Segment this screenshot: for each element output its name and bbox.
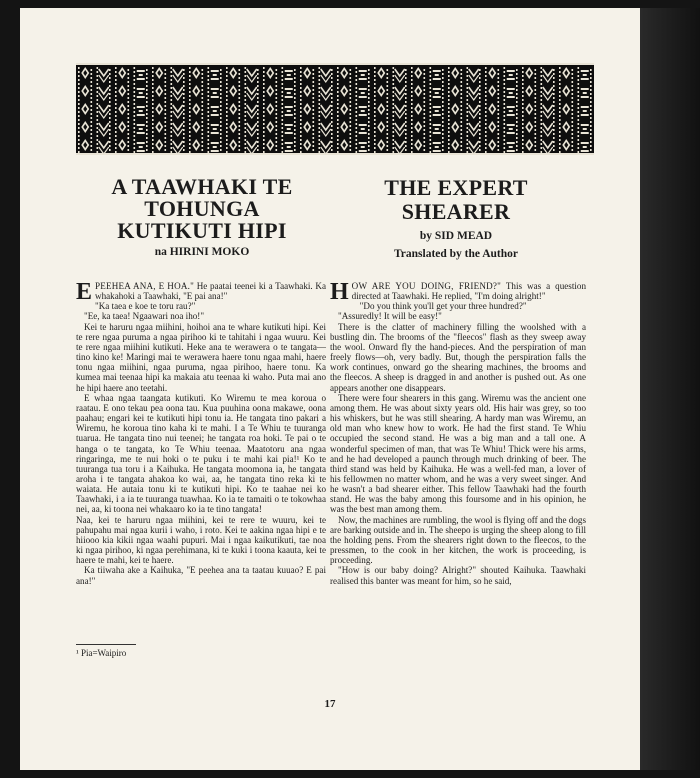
- maori-author: na HIRINI MOKO: [154, 246, 250, 258]
- maori-dropcap: E: [76, 279, 93, 305]
- english-paragraph-4: There is the clatter of machinery filling the woolshed with a bustling din. The brooms of the "fleecos" flash as they sweep away the wool. Onward fly the hand-pieces. And the perspiration of man freely flows—oh, very badly. But, though the perspiration falls the work continues, onward go the shearing machines, the brooms and the fleecos. A sheep is dragged in and another is pushed out. As one appears another one disappears.: [330, 321, 586, 393]
- english-text: [330, 281, 586, 586]
- maori-text: [76, 281, 326, 586]
- maori-paragraph-5: E whaa ngaa taangata kutikuti. Ko Wiremu te mea koroua o raatau. E ono tekau pea oona tau. Kua puuhina oona makawe, oona paahau; engari kei te kutikuti hipi tonu ia. He tangata tino pakari a Wiremu, he koroua tino kaha ki te mahi. I a Te Whiu te tuuranga tuarua. He tangata tino nui teenei; he tangata roa hoki. Te pai o te hanga o te tangata, ko Te Whiu teenaa. Maatotoru ana ngaa ringaringa, me te nui hoki o te puku i te mahi kai pia!¹ Ko te tuuranga tua toru i a Kaihuka. He tangata moomona ia, he tangata aroha i te tangata ahakoa ko wai, aa, he tangata tino reka ki te waiata. He autaia tonu ki te kutikuti hipi. Ko te taahae nei ko Taawhaki, i a ia te tuuranga tuawhaa. Ko ia te tamaiti o te tokowhaa nei, aa, ki toona nei whakaaro ko ia te tino tangata!: [76, 392, 326, 515]
- translated-note: Translated by the Author: [393, 248, 519, 260]
- english-paragraph-2: "Do you think you'll get your three hundred?": [359, 301, 527, 312]
- maori-paragraph-2: "Ka taea e koe te toru rau?": [95, 301, 196, 312]
- magazine-page: [20, 8, 640, 770]
- maori-title-line-3: KUTIKUTI HIPI: [117, 218, 287, 243]
- maori-title-line-1: A TAAWHAKI TE: [111, 174, 293, 199]
- english-title: [330, 168, 582, 230]
- maori-opening: PEEHEA ANA, E HOA.": [95, 281, 194, 291]
- tukutuku-pattern-graphic: [76, 63, 594, 155]
- english-byline: by SID MEAD: [419, 230, 493, 242]
- maori-title-line-2: TOHUNGA: [144, 196, 260, 221]
- english-paragraph-5: There were four shearers in this gang. Wiremu was the ancient one among them. He was about sixty years old. His hair was grey, so too his whiskers, but he was still shearing. A hardy man was Wiremu, an old man who knew how to work. He had the first stand. Te Whiu occupied the second stand. He was a big man and a tall one. A wonderful specimen of man, that was Te Whiu! Thick were his arms, and he had developed a paunch through much drinking of beer. The third stand was held by Kaihuka. He was a well-fed man, a lover of his fellowmen no matter whom, and he was a very sweet singer. And he wasn't a bad shearer either. This fellow Taawhaki had the fourth stand. He was the baby among this foursome and in his opinion, he was the best man among them.: [330, 392, 586, 515]
- english-title-line-1: THE EXPERT: [384, 175, 528, 200]
- english-heading: [330, 168, 582, 260]
- maori-title: [76, 168, 328, 246]
- tukutuku-pattern-band: [76, 63, 594, 155]
- maori-paragraph-6: Naa, kei te haruru ngaa miihini, kei te rere te wuuru, kei te pahupahu mai ngaa kurii i waho, i roto. Kei te aakina ngaa hipi e te hiiooo kia kikii ngaa waahi pupuri. Mai i ngaa kaikutikuti, tae noa ki ngaa pirihoo, ki ngaa perehimana, ki te kuki i toona kaauta, kei te haere te mahi, kei te haere.: [76, 514, 326, 566]
- english-paragraph-3: "Assuredly! It will be easy!": [338, 311, 442, 322]
- page-number: 17: [324, 698, 336, 710]
- maori-paragraph-4: Kei te haruru ngaa miihini, hoihoi ana te whare kutikuti hipi. Kei te rere ngaa puruma a ngaa pirihoo ki te tahitahi i ngaa wuuru. Kei te rere ngaa miihini kutikuti. Heke ana te werawera o te tangata—tino kino ke! Maringi mai te werawera haere tonu ngaa mahi, haere tonu ngaa miihini, ngaa puruma, ngaa pirihoo, haere tonu. Ka kumea mai teenaa hipi ka makaia atu teenaa ki waho. Puta mai ano he hipi haere ano teetahi.: [76, 321, 326, 393]
- english-dropcap: H: [330, 279, 349, 305]
- maori-paragraph-1: E PEEHEA ANA, E HOA." He paatai teenei ki a Taawhaki. Ka whakahoki a Taawhaki, "E pai ana!": [76, 279, 326, 305]
- english-paragraph-7: "How is our baby doing? Alright?" shouted Kaihuka. Taawhaki realised this banter was meant for him, so he said,: [330, 565, 586, 586]
- maori-heading: [76, 168, 328, 258]
- english-title-line-2: SHEARER: [401, 199, 511, 224]
- page-edge-shadow: [640, 8, 700, 770]
- english-paragraph-1: HOW ARE YOU DOING, FRIEND?" This was a question directed at Taawhaki. He replied, "I'm doing alright!": [330, 279, 586, 305]
- maori-paragraph-7: Ka tiiwaha ake a Kaihuka, "E peehea ana ta taatau kuuao? E pai ana!": [76, 565, 326, 586]
- footnote: ¹ Pia=Waipiro: [76, 648, 127, 658]
- english-paragraph-6: Now, the machines are rumbling, the wool is flying off and the dogs are barking outside and in. The sheepo is urging the sheep along to fill the holding pens. From the shearers right down to the fleecos, to the pressmen, to the cook in her kitchen, the work is proceeding, is proceeding.: [330, 514, 586, 566]
- footnote-rule: [76, 644, 136, 645]
- english-opening: OW ARE YOU DOING, FRIEND?": [351, 281, 502, 291]
- maori-paragraph-3: "Ee, ka taea! Ngaawari noa iho!": [84, 311, 205, 322]
